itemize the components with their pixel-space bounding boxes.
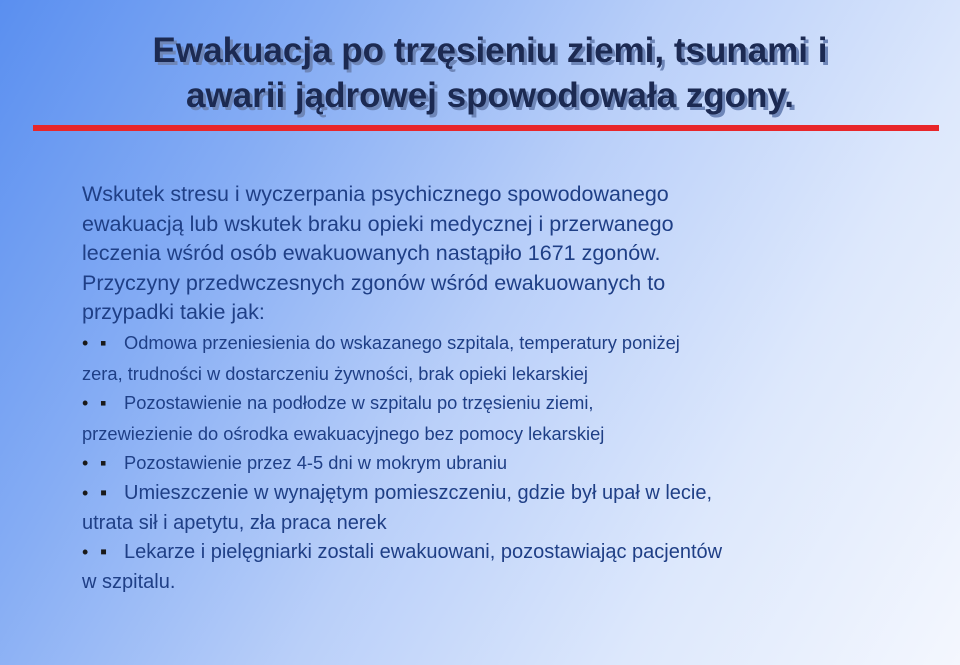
bullet-item-2 (82, 388, 882, 448)
bullet-4-line-2: utrata sił i apetytu, zła praca nerek (82, 511, 387, 534)
slide-title (60, 28, 920, 118)
intro-line-2: ewakuacją lub wskutek braku opieki medycznej i przerwanego (82, 211, 674, 236)
bullet-dot-icon: • (82, 332, 89, 353)
bullet-dot-icon: • (82, 482, 89, 503)
bullet-square-icon: ▪ (100, 392, 107, 414)
slide-title-line-2: awarii jądrowej spowodowała zgony. (185, 76, 795, 115)
bullet-item-4 (82, 479, 882, 538)
slide-title-line-1: Ewakuacja po trzęsieniu ziemi, tsunami i (152, 31, 828, 70)
intro-line-3: leczenia wśród osób ewakuowanych nastąpiło 1671 zgonów. (82, 241, 661, 266)
bullet-square-icon: ▪ (100, 331, 107, 353)
bullet-item-3 (82, 448, 882, 479)
bullet-item-5 (82, 538, 882, 597)
bullet-2-line-2: przewiezienie do ośrodka ewakuacyjnego bez pomocy lekarskiej (82, 422, 605, 444)
intro-line-5: przypadki takie jak: (82, 300, 265, 325)
bullet-item-1 (82, 328, 882, 388)
slide-body (82, 180, 882, 597)
bullet-square-icon: ▪ (100, 452, 107, 474)
bullet-dot-icon: • (82, 453, 89, 474)
bullet-1-line-1: Odmowa przeniesienia do wskazanego szpitala, temperatury poniżej (124, 331, 680, 353)
bullet-5-line-1: Lekarze i pielęgniarki zostali ewakuowani, pozostawiając pacjentów (124, 541, 723, 564)
bullet-5-line-2: w szpitalu. (82, 570, 176, 593)
bullet-3-line-1: Pozostawienie przez 4-5 dni w mokrym ubraniu (124, 452, 508, 474)
intro-line-1: Wskutek stresu i wyczerpania psychicznego spowodowanego (82, 182, 669, 206)
bullet-dot-icon: • (82, 393, 89, 414)
bullet-square-icon: ▪ (100, 481, 108, 504)
bullet-square-icon: ▪ (100, 541, 108, 564)
title-divider (33, 125, 939, 131)
bullet-4-line-1: Umieszczenie w wynajętym pomieszczeniu, gdzie był upał w lecie, (124, 481, 713, 504)
bullet-2-line-1: Pozostawienie na podłodze w szpitalu po trzęsieniu ziemi, (124, 392, 594, 414)
intro-paragraph (82, 180, 882, 328)
intro-line-4: Przyczyny przedwczesnych zgonów wśród ewakuowanych to (82, 270, 666, 295)
bullet-dot-icon: • (82, 542, 89, 563)
bullet-1-line-2: zera, trudności w dostarczeniu żywności, brak opieki lekarskiej (82, 362, 588, 384)
